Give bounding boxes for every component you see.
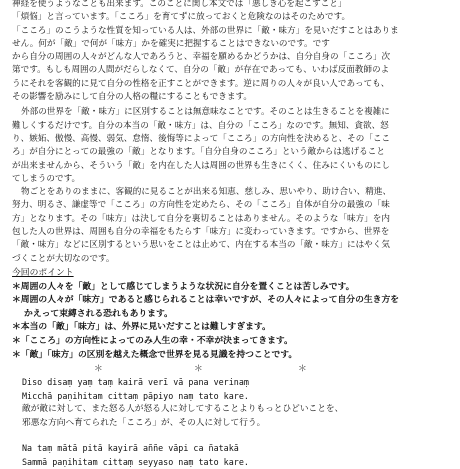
section-divider xyxy=(12,363,450,376)
text-line: 難しくするだけです。自分の本当の「敵・味方」は、自分の「こころ」なのです。無知、貪欲、怒 xyxy=(12,120,389,131)
pali-line: Sammā paṇihitam cittaṃ seyyaso naṃ tato kare. xyxy=(22,456,249,467)
point-item: ＊「敵」「味方」の区別を越えた概念で世界を見る見識を持つことです。 xyxy=(12,349,298,360)
point-item-continuation: かえって束縛される恐れもあります。 xyxy=(24,308,173,319)
text-line: が出来ませんから、そういう「敵」を内在した人は周囲の世界も生きにくく、住みにくいものにし xyxy=(12,160,390,171)
text-line: その影響を励みにして自分の人格の糧にすることもできます。 xyxy=(12,92,252,103)
text-line: 包した人の世界は、周囲も自分の幸福をもたらす「味方」に変わっていきます。ですから、世界を xyxy=(12,227,390,238)
paragraph-body xyxy=(12,106,450,266)
text-line: 「こころ」のこうような性質を知っている人は、外部の世界に「敵・味方」を見いだすことはありま xyxy=(12,25,399,36)
text-line: から自分の周囲の人々がどんな人であろうと、幸福を願めるかどうかは、自分自身の「こころ」次 xyxy=(12,52,391,63)
points-heading: 今回のポイント xyxy=(12,267,74,278)
text-line: づくことが大切なのです。 xyxy=(12,253,115,264)
text-line: 方」となります。その「味方」は決して自分を裏切ることはありません。そのような「味方」を内 xyxy=(12,213,390,224)
verse-2 xyxy=(12,442,450,469)
text-line: り、嫉妬、傲慢、高慢、弱気、怠惰、後悔等によって「こころ」の方向性を決めると、その「ここ xyxy=(12,133,391,144)
verse-1 xyxy=(12,376,450,430)
translation-line: 邪悪な方向へ育てられた「こころ」が、その人に対して行う。 xyxy=(22,417,266,428)
text-line: 外部の世界を「敵・味方」に区別することは無意味なことです。そのことは生きることを複雑に xyxy=(21,107,390,118)
point-item: ＊本当の「敵」「味方」は、外界に見いだすことは難しすぎます。 xyxy=(12,322,271,333)
pali-line: Diso disaṃ yaṃ taṃ kairā verī vā pana verinaṃ xyxy=(22,377,249,388)
translation-line: 敵が敵に対して、また怒る人が怒る人に対してすることよりもっとひどいことを、 xyxy=(22,403,344,414)
text-line: 物ごとをありのままに、客観的に見ることが出来る知恵、慈しみ、思いやり、助け合い、精進、 xyxy=(21,187,392,198)
text-line: 努力、明るさ、謙虚等で「こころ」の方向性を定めたら、その「こころ」自体が自分の最強の「味 xyxy=(12,200,390,211)
points-list xyxy=(12,281,450,363)
document-page xyxy=(12,0,450,469)
divider-star: ＊ xyxy=(298,364,307,375)
pali-line: Na taṃ mātā pitā kayirā aññe vāpi ca ñatakā xyxy=(22,443,239,454)
text-line: うにそれを客観的に見て自分の性格を正すことができます。逆に周りの人々が良い人であっても、 xyxy=(12,78,390,89)
pali-line: Micchā paṇihitam cittaṃ pāpiyo naṃ tato kare. xyxy=(22,390,249,401)
paragraph-intro xyxy=(12,0,450,104)
divider-star: ＊ xyxy=(94,364,103,375)
point-item: ＊周囲の人々を「敵」として感じてしまうような状況に自分を置くことは苦しみです。 xyxy=(12,281,355,292)
text-line: ろ」が自分にとっての最強の「敵」となります。「自分自身のこころ」という敵からは逃げること xyxy=(12,147,385,158)
divider-star: ＊ xyxy=(194,364,203,375)
text-line: 「敵・味方」などに区別するという思いをことは止めて、内在する本当の「敵・味方」にはやく気 xyxy=(12,240,390,251)
point-item: ＊周囲の人々が「味方」であると感じられることは幸いですが、その人々によって自分の生き方を xyxy=(12,295,400,306)
text-line: 第です。もしも周囲の人間がだらしなくて、自分の「敵」が存在であっても、いわば反面教師のよ xyxy=(12,65,390,76)
text-line: せん。何が「敵」で何が「味方」かを確実に把握することはできないのです。です xyxy=(12,38,330,49)
point-item: ＊「こころ」の方向性によってのみ人生の幸・不幸が決まってきます。 xyxy=(12,335,293,346)
text-line: 神経を使うようなことも出来ます。このことに関し本文では「悪しき心を起こすこと」 xyxy=(12,0,347,9)
text-line: 「煩悩」と言っています。「こころ」を育てずに放っておくと危険なのはそのためです。 xyxy=(12,12,351,23)
text-line: てしまうのです。 xyxy=(12,173,81,184)
